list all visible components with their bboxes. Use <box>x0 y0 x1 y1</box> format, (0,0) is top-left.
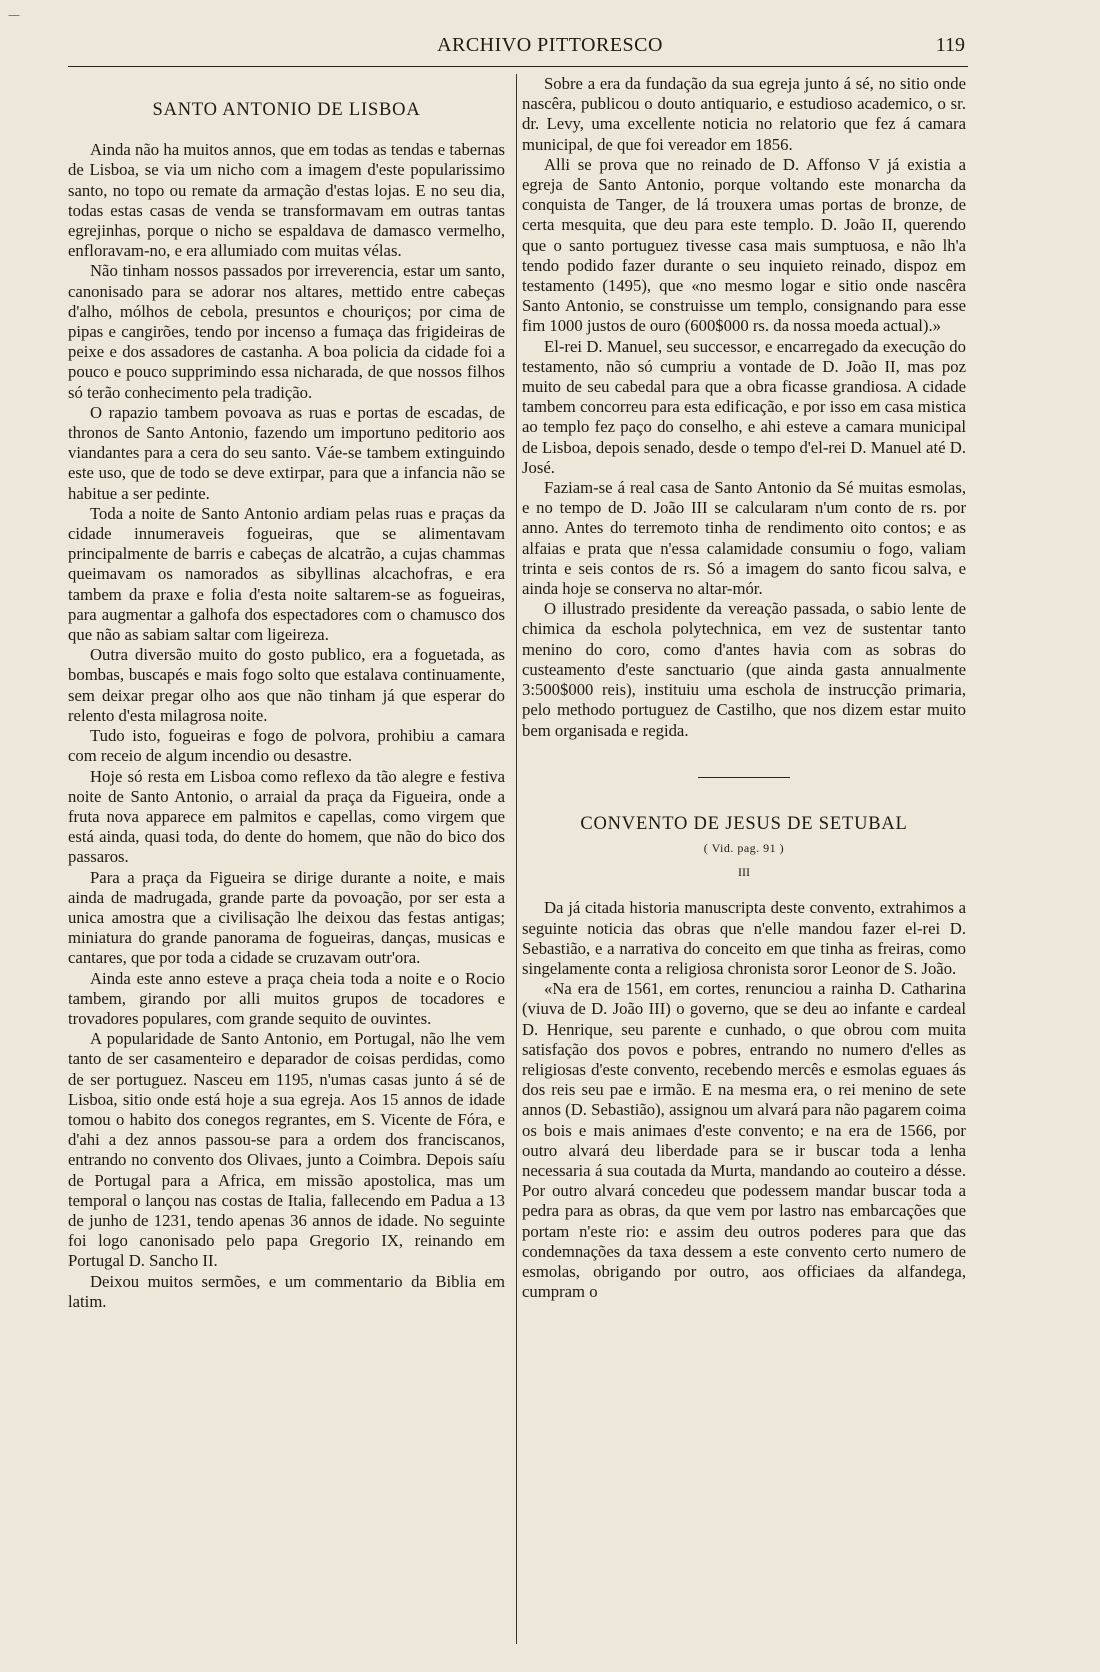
article-paragraph: A popularidade de Santo Antonio, em Portugal, não lhe vem tanto de ser casamenteiro e deparador de coisas perdidas, como de ser portuguez. Nasceu em 1195, n'umas casas junto á sé de Lisboa, sitio onde está hoje a sua egreja. Aos 15 annos de idade tomou o habito dos conegos regrantes, em S. Vicente de Fóra, e d'ahi a dez annos passou-se para a ordem dos franciscanos, entrando no convento dos Olivaes, junto a Coimbra. Depois saíu de Portugal para a Africa, em missão apostolica, mas um temporal o lançou nas costas de Italia, fallecendo em Padua a 13 de junho de 1231, tendo apenas 36 annos de idade. No seguinte foi logo canonisado pelo papa Gregorio IX, reinando em Portugal D. Sancho II. <box>68 1029 505 1271</box>
article-paragraph: O rapazio tambem povoava as ruas e portas de escadas, de thronos de Santo Antonio, fazendo um importuno peditorio aos viandantes para a cera do seu santo. Váe-se tambem extinguindo este uso, que de todo se deve extirpar, para que a infancia não se habitue a ser pedinte. <box>68 402 505 503</box>
column-divider <box>516 74 517 1644</box>
article-paragraph: El-rei D. Manuel, seu successor, e encarregado da execução do testamento, não só cumpriu a vontade de D. João II, mas poz muito de seu cabedal para que a obra ficasse grandiosa. A cidade tambem concorreu para esta edificação, e por isso em casa mistica ao templo fez paço do conselho, e ahi esteve a camara municipal de Lisboa, depois senado, desde o tempo d'el-rei D. Manuel até D. José. <box>522 336 966 477</box>
article-paragraph: Da já citada historia manuscripta deste convento, extrahimos a seguinte noticia das obras que n'elle mandou fazer el-rei D. Sebastião, e a narrativa do conceito em que tinha as freiras, como singelamente conta a religiosa chronista soror Leonor de S. João. <box>522 898 966 978</box>
section-separator-rule <box>698 777 790 778</box>
article-title-santo-antonio: SANTO ANTONIO DE LISBOA <box>152 100 421 120</box>
article-paragraph: Outra diversão muito do gosto publico, era a foguetada, as bombas, buscapés e mais fogo solto que estalava continuamente, sem deixar pregar olho aos que não tinham já que esperar do relento d'esta milagrosa noite. <box>68 645 505 725</box>
article-paragraph: Tudo isto, fogueiras e fogo de polvora, prohibiu a camara com receio de algum incendio ou desastre. <box>68 726 505 766</box>
article-title-convento: CONVENTO DE JESUS DE SETUBAL <box>580 813 908 834</box>
article-paragraph: Ainda não ha muitos annos, que em todas as tendas e tabernas de Lisboa, se via um nicho com a imagem d'este popularissimo santo, no topo ou remate da armação d'estas lojas. E no seu dia, todas estas casas de venda se transformavam em outras tantas egrejinhas, porque o nicho se espaldava de damasco vermelho, enfloravam-no, e era allumiado com muitas vélas. <box>68 140 505 261</box>
article-paragraph: Para a praça da Figueira se dirige durante a noite, e mais ainda de madrugada, grande parte da povoação, por ser esta a unica amostra que a civilisação lhe deixou das festas antigas; miniatura do grande panorama de fogueiras, danças, musicas e cantares, que por toda a cidade se cruzavam outr'ora. <box>68 867 505 968</box>
article-paragraph: O illustrado presidente da vereação passada, o sabio lente de chimica da eschola polytechnica, em vez de sustentar tanto menino do coro, como d'antes havia com as sobras do custeamento d'este sanctuario (que ainda gasta annualmente 3:500$000 reis), instituiu uma eschola de instrucção primaria, pelo methodo portuguez de Castilho, que nos dizem estar muito bem organisada e regida. <box>522 599 966 740</box>
article-paragraph: Sobre a era da fundação da sua egreja junto á sé, no sitio onde nascêra, publicou o douto antiquario, e estudioso academico, o sr. dr. Levy, uma excellente noticia no relatorio que fez á camara municipal, de que foi vereador em 1856. <box>522 74 966 154</box>
chapter-number: III <box>738 865 750 880</box>
right-column <box>522 74 966 1302</box>
article-paragraph: Alli se prova que no reinado de D. Affonso V já existia a egreja de Santo Antonio, porque voltando este monarcha da conquista de Tanger, de lá trouxera umas portas de bronze, de certa mesquita, que deu para este templo. D. João II, querendo que o santo portuguez tivesse casa mais sumptuosa, e não lh'a tendo podido fazer durante o seu inquieto reinado, dispoz em testamento (1495), que «no mesmo logar e sitio onde nascêra Santo Antonio, se construisse um templo, consignando para esse fim 1000 justos de ouro (600$000 rs. da nossa moeda actual).» <box>522 154 966 336</box>
left-column <box>68 74 505 1312</box>
article-paragraph: Hoje só resta em Lisboa como reflexo da tão alegre e festiva noite de Santo Antonio, o arraial da praça da Figueira, onde a fruta nova apparece em palmitos e capellas, como virgem que está ainda, quasi toda, do dente do homem, que não do bico dos passaros. <box>68 766 505 867</box>
article-paragraph: «Na era de 1561, em cortes, renunciou a rainha D. Catharina (viuva de D. João III) o governo, que se deu ao infante e cardeal D. Henrique, seu parente e cunhado, o que obrou com muita satisfação dos povos e pobres, entrando no numero d'elles as religiosas d'este convento, recebendo mercês e esmolas eguaes ás dos reis seu pae e irmão. E na mesma era, o rei menino de sete annos (D. Sebastião), assignou um alvará para não pagarem coima os bois e mais animaes d'este convento; e na era de 1566, por outro alvará deu liberdade para se ir buscar toda a lenha necessaria á sua coutada da Murta, mandando ao couteiro a désse. Por outro alvará concedeu que podessem mandar buscar toda a pedra para as obras, da que vem por lastro nas embarcações que portam n'este rio: e assim deu outros poderes para que das condemnações da taxa dessem a este convento certo numero de esmolas, obrigando por outro, aos officiaes da alfandega, cumpram o <box>522 979 966 1302</box>
journal-title: ARCHIVO PITTORESCO <box>437 34 663 56</box>
article-paragraph: Deixou muitos sermões, e um commentario da Biblia em latim. <box>68 1271 505 1311</box>
article-paragraph: Ainda este anno esteve a praça cheia toda a noite e o Rocio tambem, girando por alli muitos grupos de tocadores e trovadores populares, com grande sequito de ouvintes. <box>68 968 505 1028</box>
page-reference: ( Vid. pag. 91 ) <box>703 840 785 855</box>
article-paragraph: Toda a noite de Santo Antonio ardiam pelas ruas e praças da cidade innumeraveis fogueiras, que se alimentavam principalmente de barris e cabeças de alcatrão, a cujas chammas queimavam os namorados as sibyllinas alcachofras, e era tambem da praxe e folia d'esta noite saltarem-se as fogueiras, para augmentar a galhofa dos espectadores com o chamusco dos que não as sabiam saltar com ligeireza. <box>68 503 505 645</box>
margin-mark: — <box>8 8 20 22</box>
header-rule <box>68 66 968 67</box>
article-paragraph: Faziam-se á real casa de Santo Antonio da Sé muitas esmolas, e no tempo de D. João III se calcularam n'um conto de rs. por anno. Antes do terremoto tinha de rendimento oito contos; e as alfaias e prata que n'essa calamidade consumiu o fogo, valiam trinta e seis contos de rs. Só a imagem do santo ficou salva, e ainda hoje se conserva no altar-mór. <box>522 478 966 599</box>
article-paragraph: Não tinham nossos passados por irreverencia, estar um santo, canonisado para se adorar nos altares, mettido entre cabeças d'alho, mólhos de cebola, presuntos e chouriços; por cima de pipas e cangirões, tendo por incenso a fumaça das frigideiras de peixe e dos assadores de castanha. A boa policia da cidade foi a pouco e pouco supprimindo essa nicharada, de que nossos filhos só terão conhecimento pela tradição. <box>68 261 505 402</box>
page-number: 119 <box>935 34 965 56</box>
